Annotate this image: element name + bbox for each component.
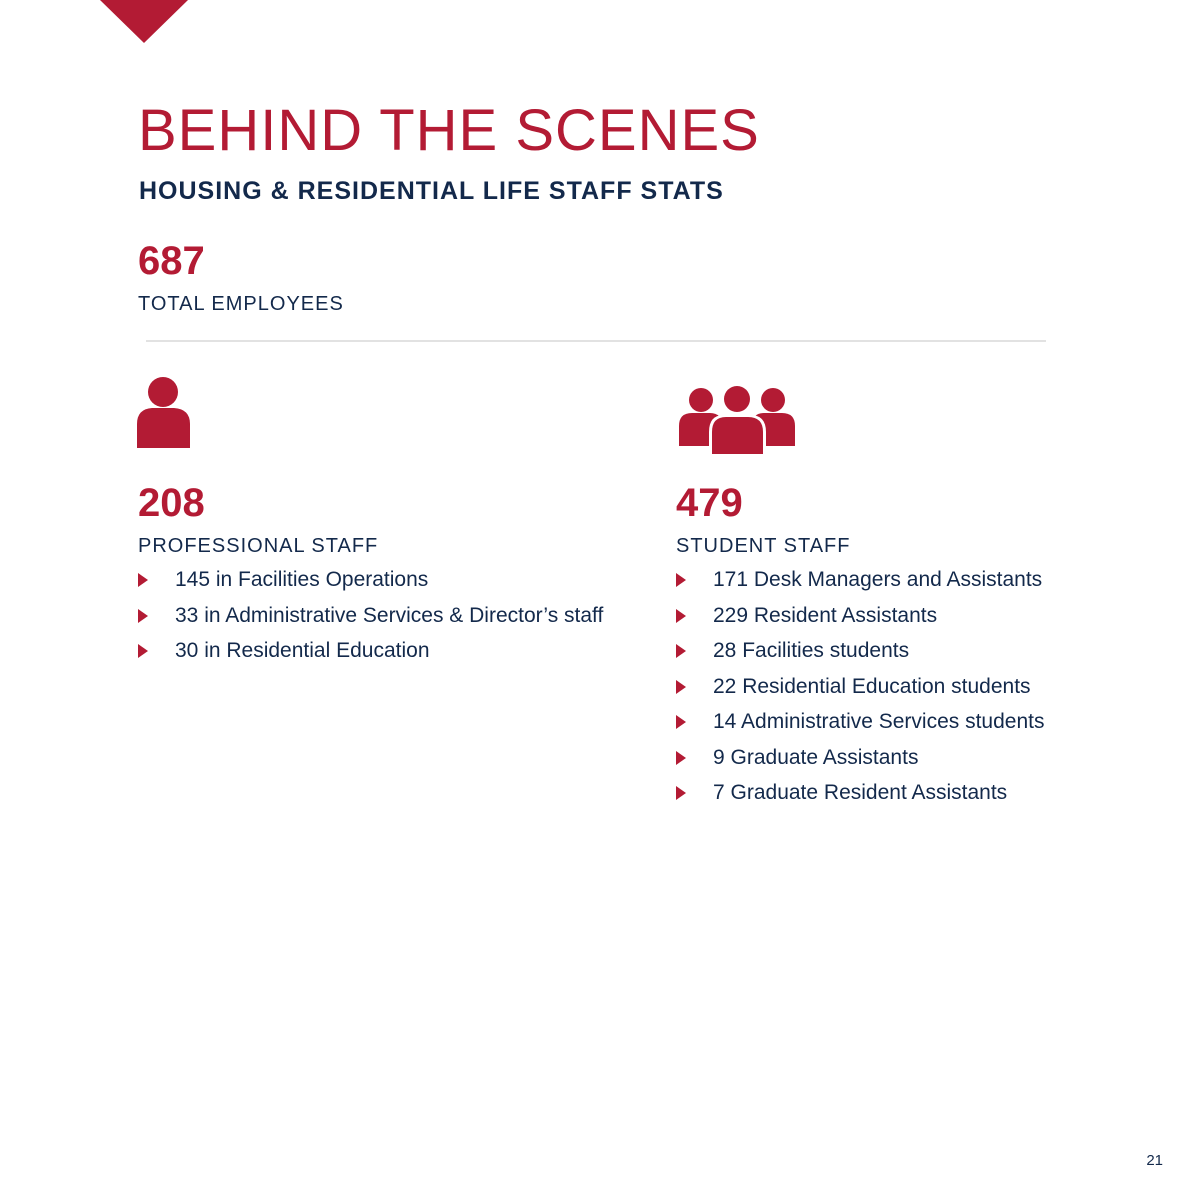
list-item: 229 Resident Assistants xyxy=(676,602,1045,638)
list-item: 171 Desk Managers and Assistants xyxy=(676,566,1045,602)
student-staff-list xyxy=(676,566,1045,815)
list-item: 30 in Residential Education xyxy=(138,637,603,673)
page-title: BEHIND THE SCENES xyxy=(138,98,760,163)
bullet-arrow-icon xyxy=(676,751,686,765)
page-number: 21 xyxy=(1146,1152,1163,1169)
bullet-arrow-icon xyxy=(676,680,686,694)
bullet-arrow-icon xyxy=(138,609,148,623)
bullet-arrow-icon xyxy=(676,644,686,658)
page-subtitle: HOUSING & RESIDENTIAL LIFE STAFF STATS xyxy=(139,177,724,205)
total-employees-number: 687 xyxy=(138,239,205,283)
group-icon xyxy=(678,384,796,454)
person-icon xyxy=(136,376,192,448)
bullet-arrow-icon xyxy=(676,786,686,800)
bullet-arrow-icon xyxy=(676,715,686,729)
professional-staff-label: PROFESSIONAL STAFF xyxy=(138,535,379,557)
bullet-arrow-icon xyxy=(676,573,686,587)
list-item: 145 in Facilities Operations xyxy=(138,566,603,602)
total-employees-label: TOTAL EMPLOYEES xyxy=(138,293,344,315)
bullet-arrow-icon xyxy=(138,644,148,658)
list-item: 28 Facilities students xyxy=(676,637,1045,673)
bullet-arrow-icon xyxy=(138,573,148,587)
bullet-arrow-icon xyxy=(676,609,686,623)
list-item: 9 Graduate Assistants xyxy=(676,744,1045,780)
student-staff-number: 479 xyxy=(676,481,743,525)
professional-staff-number: 208 xyxy=(138,481,205,525)
list-item: 33 in Administrative Services & Director’s staff xyxy=(138,602,603,638)
list-item: 7 Graduate Resident Assistants xyxy=(676,779,1045,815)
list-item: 22 Residential Education students xyxy=(676,673,1045,709)
list-item: 14 Administrative Services students xyxy=(676,708,1045,744)
section-divider xyxy=(146,340,1046,342)
student-staff-label: STUDENT STAFF xyxy=(676,535,851,557)
professional-staff-list xyxy=(138,566,603,673)
corner-triangle-decoration xyxy=(100,0,190,45)
